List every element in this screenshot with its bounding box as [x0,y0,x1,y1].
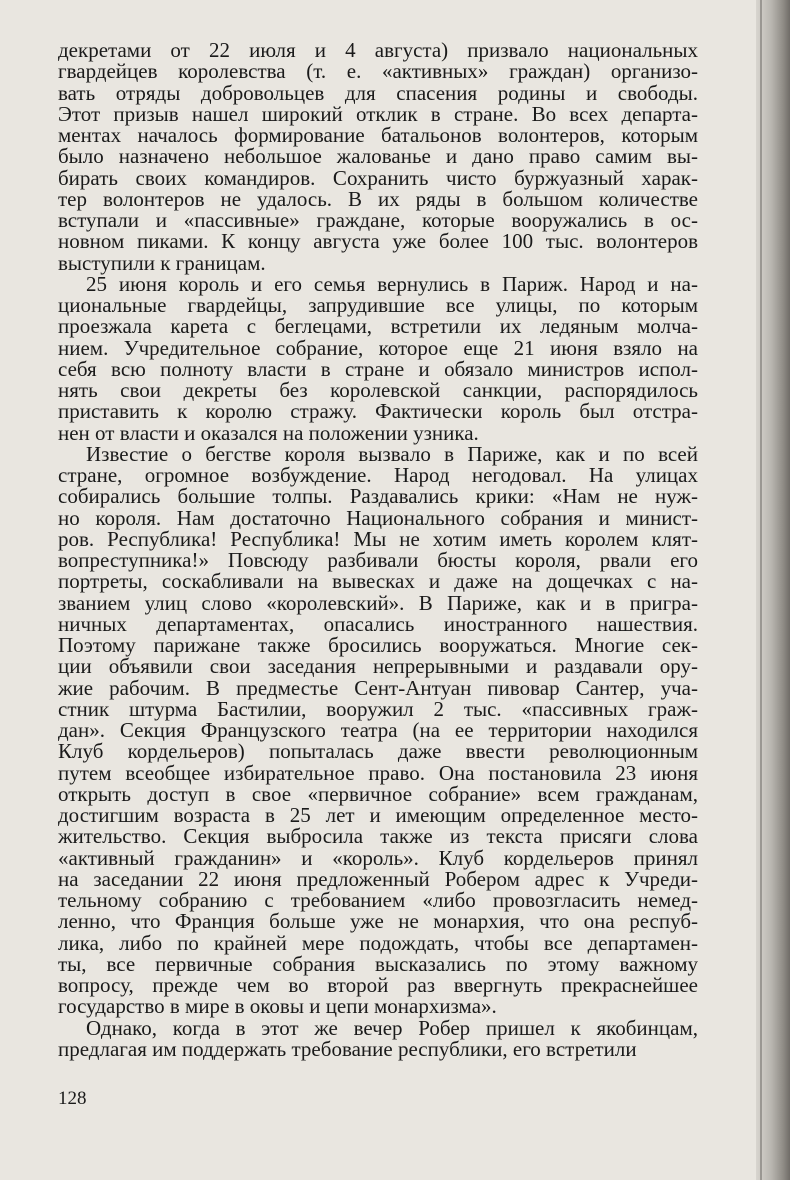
text-line: «активный гражданин» и «король». Клуб кордельеров принял [58,845,698,870]
text-line: вопросу, прежде чем во второй раз ввергнуть прекраснейшее [58,973,698,997]
body-text [58,40,698,1060]
text-line: было назначено небольшое жалованье и дано право самим вы- [58,144,698,169]
text-line: Этот призыв нашел широкий отклик в стране. Во всех департа- [58,101,698,126]
text-line: вопреступника!» Повсюду разбивали бюсты короля, рвали его [58,548,698,572]
text-line: Однако, когда в этот же вечер Робер пришел к якобинцам, [86,1015,698,1040]
text-line: ментах началось формирование батальонов волонтеров, которым [58,123,698,147]
text-line: тельному собранию с требованием «либо провозгласить немед- [58,888,698,912]
text-line: Клуб кордельеров) попыталась даже ввести революционным [58,739,698,764]
text-line: циональные гвардейцы, запрудившие все улицы, по которым [58,293,698,317]
text-line: портреты, соскабливали на вывесках и даже на дощечках с на- [58,569,698,594]
text-line: жие рабочим. В предместье Сент-Антуан пивовар Сантер, уча- [58,675,698,700]
paragraph [58,271,698,445]
text-line: вступали и «пассивные» граждане, которые вооружались в ос- [58,208,698,232]
text-line: ничных департаментах, опасались иностранного нашествия. [58,611,698,636]
text-line: жительство. Секция выбросила также из текста присяги слова [58,824,698,849]
text-line: нен от власти и оказался на положении узника. [58,420,479,445]
text-line: нием. Учредительное собрание, которое еще 21 июня взяло на [58,335,698,360]
text-line: выступили к границам. [58,250,266,275]
text-line: приставить к королю стражу. Фактически король был отстра- [58,399,698,424]
text-line: ров. Республика! Республика! Мы не хотим иметь королем клят- [58,526,698,551]
text-line: званием улиц слово «королевский». В Париже, как и в пригра- [58,590,698,615]
page-number: 128 [58,1088,87,1109]
text-line: дан». Секция Французского театра (на ее территории находился [58,718,698,742]
text-line: 25 июня король и его семья вернулись в Париж. Народ и на- [86,271,698,296]
text-line: открыть доступ в свое «первичное собрание» всем гражданам, [58,781,698,806]
text-line: вать отряды добровольцев для спасения родины и свободы. [58,80,698,105]
text-line: тер волонтеров не удалось. В их ряды в большом количестве [58,186,698,211]
text-line: стране, огромное возбуждение. Народ негодовал. На улицах [58,463,698,487]
text-line: но короля. Нам достаточно Национального собрания и минист- [58,505,698,530]
text-line: бирать своих командиров. Сохранить чисто буржуазный харак- [58,165,698,190]
text-line: государство в мире в оковы и цепи монархизма». [58,994,497,1019]
paragraph [58,1015,698,1061]
text-line: Поэтому парижане также бросились вооружаться. Многие сек- [58,633,698,657]
text-line: ции объявили свои заседания непрерывными и раздавали ору- [58,654,698,679]
text-line: предлагая им поддержать требование республики, его встретили [58,1036,637,1061]
text-line: декретами от 22 июля и 4 августа) призвало национальных [58,38,698,62]
text-line: лика, либо по крайней мере подождать, чтобы все департамен- [58,930,698,955]
paragraph [58,441,698,1019]
text-line: Известие о бегстве короля вызвало в Париже, как и по всей [86,441,698,466]
text-line: нять свои декреты без королевской санкции, распорядилось [58,378,698,402]
text-line: гвардейцев королевства (т. е. «активных» граждан) организо- [58,59,698,84]
text-line: проезжала карета с беглецами, встретили их ледяным молча- [58,314,698,339]
paragraph [58,40,698,274]
text-line: ты, все первичные собрания высказались по этому важному [58,951,698,976]
text-line: стник штурма Бастилии, вооружил 2 тыс. «пассивных граж- [58,696,698,721]
text-line: ленно, что Франция больше уже не монархия, что она респуб- [58,909,698,934]
text-line: собирались большие толпы. Раздавались крики: «Нам не нуж- [58,484,698,509]
text-line: путем всеобщее избирательное право. Она постановила 23 июня [58,760,698,785]
text-line: достигшим возраста в 25 лет и имеющим определенное место- [58,803,698,827]
text-line: себя всю полноту власти в стране и обязало министров испол- [58,356,698,381]
page-gutter-line [760,0,762,1180]
text-line: на заседании 22 июня предложенный Робером адрес к Учреди- [58,866,698,891]
text-line: новном пиками. К концу августа уже более 100 тыс. волонтеров [58,229,698,254]
